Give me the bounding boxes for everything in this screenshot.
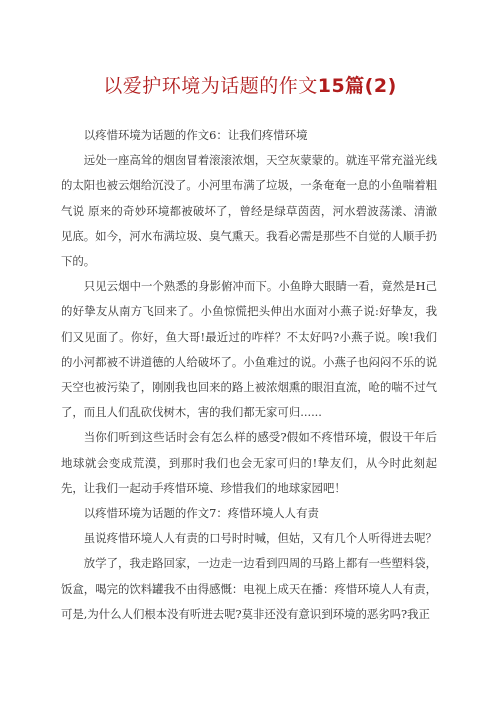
document-body: [61, 123, 437, 627]
section-heading: 以疼惜环境为话题的作文6：让我们疼惜环境: [83, 128, 308, 142]
title-number-text: 15篇(2): [317, 75, 397, 97]
body-paragraph: 远处一座高耸的烟囱冒着滚滚浓烟，天空灰蒙蒙的。就连平常充溢光线的太阳也被云烟给沉没了。小河里布满了垃圾，一条奄奄一息的小鱼喘着粗气说 原来的奇妙环境都被破坏了，曾经是绿草茵茵，河水碧波荡漾、清澈见底。如今，河水布满垃圾、臭气熏天。我看必需是那些不自觉的人顺手扔下的。: [61, 153, 437, 269]
body-paragraph: 放学了，我走路回家，一边走一边看到四周的马路上都有一些塑料袋，饭盒，喝完的饮料罐我不由得感慨：电视上成天在播：疼惜环境人人有责，可是,为什么人们根本没有听进去呢?莫非还没有意识到环境的恶劣吗?我正: [61, 556, 437, 621]
section-heading: 以疼惜环境为话题的作文7：疼惜环境人人有责: [83, 506, 319, 521]
title-main-text: 以爱护环境为话题的作文: [103, 75, 318, 97]
document-title: [0, 72, 500, 100]
body-paragraph: 只见云烟中一个熟悉的身影俯冲而下。小鱼睁大眼睛一看，竟然是H己的好挚友从南方飞回来了。小鱼惊慌把头伸出水面对小燕子说:好挚友，我们又见面了。你好，鱼大哥!最近过的咋样？不太好吗?小燕子说。唉!我们的小河都被不讲道德的人给破坏了。小鱼难过的说。小燕子也闷闷不乐的说天空也被污染了，刚刚我也回来的路上被浓烟熏的眼泪直流，呛的喘不过气了，而且人们乱砍伐树木，害的我们都无家可归......: [61, 279, 437, 420]
body-paragraph: 当你们听到这些话时会有怎么样的感受?假如不疼惜环境，假设干年后地球就会变成荒漠，到那时我们也会无家可归的!挚友们，从今时此刻起先，让我们一起动手疼惜环境、珍惜我们的地球家园吧！: [61, 430, 437, 495]
body-paragraph: 虽说疼惜环境人人有责的口号时时喊，但姑，又有几个人听得进去呢？: [83, 531, 437, 546]
